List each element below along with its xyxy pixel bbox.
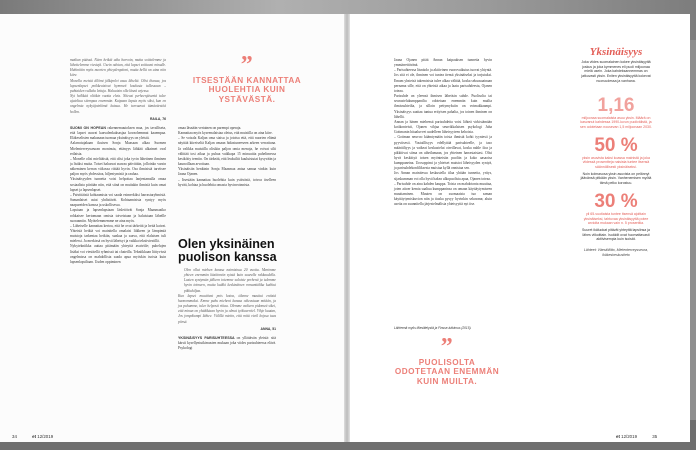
paragraph: – Paivittäistä kohtaamista voi saada esimerkiksi harrasturyhmistä. Samanlaiset asiat yhdistävät. Kohtaamisista syntyy myös naapureiden kanssa ja uskollisessa. <box>70 192 166 208</box>
paragraph: – Läheiselle kannattaa kertoa, että he ovat tärkeitä ja heitä kaivat. Yhteistä hetkiä voi mainitella omalaisi liikkeen ja lämpimiä muistoja tarkentaa hetkiin, sunkaa ja saava, että elalaisen tuli mielessi. Ja merkissä on hyvä läheisyt ja vaikka tekstiviestillä. <box>70 223 166 244</box>
paragraph <box>178 336 276 351</box>
sidebar-intro: Joka viides suomalainen kokee yksinäisyyttä joskus ja joka kymmenes eli puoli miljoonaa mielä usein. Joka kahdeksannemmas on jatkuvasti yksin. Eniten yksinäisyyttä kokevat nuoruudessa ja vanhana. <box>581 60 651 83</box>
quote-text: ITSESTÄÄN KANNATTAA HUOLEHTIA KUIN YSTÄVÄSTÄ. <box>192 76 302 104</box>
signature: ANNA, 51 <box>260 326 276 331</box>
paragraph: – Gottman neuvoo käämtymään toista ihmistä kohti tyyniesti ja pyyviisesti. Vastaillisyys edellyttää parisuhteelle, ja taso määräiltyys ja vaikeat keskustelut oireillavat, koska nahle iloa ja pikkitivat siima on aiheilamaan, jos yhteinen harrastaisiasi. Olisi hyvä keskittyä toisen myönteisiin puoliin ja koko aasaoisa kumppaneina. Urosoppimi ja yhteiset muistot läheisyyden syntyä, ja parisuhdekonfiliksesta muistua kyllä onnistua sen. <box>394 135 492 171</box>
magazine-brand: et <box>616 434 620 439</box>
paragraph: Nykytekniikka auttaa pitämään yhteyttä avaiviile; puhelujen lisäksi voi viestitellä ryhmissä tai chateilla. Tekniikkaan liittyvissä ongelmissa on mahdollista saada apua myöskin isoista kuin lapsenlapsiltaan. Uuden oppiminen <box>70 244 166 264</box>
page-gutter <box>344 14 350 442</box>
right-column-1 <box>394 58 492 208</box>
lead-rest: rakennemuutoksen maa, jos tavalliseta, että lapset asuvat kaavalenkaksasjaa kovaohemmat kaaempaa. Eläkeselisten makanaan tuomua yksinäisyys on yleistä. <box>70 125 166 141</box>
lead-in: YKSINÄISYYS PARISUHTEESSA <box>178 335 235 340</box>
paragraph: Kannattaa myös kyseenalaistaa oletus, että muistilla on aina kiire. <box>178 131 273 136</box>
paragraph <box>70 126 166 141</box>
intro-paragraph: Olen ollut miehen kanssa naimisissa 20 vuotta. Menimme yhteen enemmän käsitinnön syistä kuin suurella rakkaudella. Lasten syntymän jälkeen totemme saloiste perhenä ja tulemme hyvin toimeen, mutta kaikki keskinäinen romanttiikka kuihtui pikkuhiljaa. <box>184 268 276 293</box>
pull-quote-2 <box>392 334 502 386</box>
stat-note: Suuret ikäluokat pitävät yhteyttä lapsiinsa ja lähes viikoittain. Isoäidit ovat huomattavasti aktiivisempia kuin isoisät. <box>582 227 650 242</box>
paragraph: Nyt helkkää oltiikin vuotta elvia. Niteasi perheenjäsentä tulee ajateltua sitempaa enemmän. Kaipaan lapsia myös siksi, kun en ongelmia nykyäjoinkimit kutsua. He turvaavat tämäväestöä hollen. <box>70 94 166 114</box>
quote-mark-icon: ” <box>440 334 454 360</box>
paragraph: Aalarratujakaan ikuisen Sonja Maasaan alkaa Suomen Mielenterveysseuran moninsia, ettänyys lähkää alkaimet oval erilaisia. <box>70 141 166 156</box>
paragraph: Annan ja hänen miehensä parisuhdetta voisi lähteä virkistämään kotikonteisti, Ojanen vihjaa seurrikkalaisen psykologi Juha Gottmanin hitaaluvvet uudelleen läheisyyteen kehoista. <box>394 119 492 135</box>
stat-text: yli 65-vuotiaista tuntee itsensä ajoittain yksinäiseksi, tahtuvaa yksinäisyyttä potee arviolta mukaan vain n. 5 prosenttia. <box>583 211 649 226</box>
paragraph: Lapsiaan ja lapsenlapsiaan läsletöivät Sonja Maasmaaiko rohkaisee kertomaan omista toiveistaan ja haluistaan läheille suoraamiin. Myötelemmemme ne aina myös. <box>70 208 166 223</box>
pull-quote-1 <box>182 52 312 104</box>
page-number: 34 <box>12 434 17 439</box>
paragraph: Jaana Ojanen pitää Annan kaipauksen tunnetta hyvin ymmärrettävänä. <box>394 58 492 68</box>
intro-block <box>178 268 276 351</box>
paragraph: – Itsestään kannattaa huolehtia kuin ystävästä, toivoa itselleen hyvää, kohtaa ja huolehtia omasta hyvinvoinnista. <box>178 177 276 187</box>
stat-value: 30 % <box>594 190 638 212</box>
stat-note: Noin kolmasosa yksin asuvista on pelännyt jäävänsä pitkään yksin. Vanhenemisen myötä tämä pelko korostuu. <box>580 171 652 186</box>
footer-left <box>12 434 53 439</box>
caption: Lähteenä myös tiliesittelystä ja Finsse-tutkimus (2015). <box>394 326 472 330</box>
section-heading: Olen yksinäinen puolison kanssa <box>178 237 277 264</box>
stat-text: miljoonaa suomalaista asuu yksin. Määrä on kasvanut kahdessa 1990-luvun puolivälistä, ja sen odotetaan nousevan 1,5 miljoonaan 2030. <box>580 115 652 129</box>
paragraph: Jos Annan mainitessa keskustella tilaa yhtään tunnetta, yritys, sijaskumman voi olla hyvä hakea ulkopuolista apua, Ojanen toteaa. <box>394 171 492 181</box>
stat-value: 50 % <box>594 134 638 156</box>
paragraph: – Parisuhteessa läsnäolo ja aktiivinen vuorovaikutus tuovat yhtyntä. Jos sitä ei ole, ihminen voi tuntea itensä yksinäiseksi ja torjutuksi. Emam yhsteisä tukemisista tulee alkaa välttää, koska sekuasaainaan pernama sille, että on yhteistä aikaa ja laatu parisuhdeesta, Ojanen toteaa. <box>394 68 492 93</box>
paragraph: Monella meistä ällömt jälkipolvi asuu läheltä. Olisi ihanaa, jos lapsenlapset poikkeaisivat hymmeit koulusta tullessaan – puhtaiden vallaka lettuja. Haluaisin olla läsnä arjessa. <box>70 78 166 93</box>
stat-value: 1,16 <box>597 94 635 116</box>
issue-number: 12/2019 <box>37 434 54 439</box>
footer-right <box>616 434 657 439</box>
sidebar-title: Yksinäisyys <box>589 46 643 58</box>
magazine-brand: et <box>32 434 37 439</box>
left-column-1 <box>70 58 166 438</box>
stats-sidebar <box>580 46 652 434</box>
page-number: 35 <box>652 434 658 439</box>
paragraph: matkan päässä. Näen hetkiä aika harvoin, mutta soittelemme ja lähettelemme viestejä. Usein odotan, että lapset soittavat minulle. Huhtniitin myös nuorten yhteydenpitoni, mutta hellä on aina niin kiire. <box>70 58 166 78</box>
intro-paragraph: Kun lapset muuttivat pois kotoa, tilanne muuttui entistä huonommaksi. Emme puhu mieheni kanssa oikeastaan mitään, ja jos puhumme, tulee helposti riitaa. Olemme vaikeen pidomeä sikei, että minun on yhtäkkiaan hyvin ja olmat työkaveritel. Vihje kautan, Jos jompikumpi lähtee. Välillä mietin, että mitä vieöl kojssa taas piirsä. <box>178 293 276 324</box>
paragraph: – Parisuhde on aina kahden kauppa. Toista on mahdotonta muuttaa, joten aitoer kemia saaltua kumppaninsa on omaan käyttäytymiseen muuttaminen. Muuten on suomaaista tuo saman käyttäytymiskuvion niin ja tiuska pysyy hyvinkin sekavana; aluin useita on suunnitella järjestelmälisia yhteisyyttä nyt itse. <box>394 181 492 207</box>
stat-text: yksin asuvista kaksi koassa mainistä ja joka viidessä prosentteja naisista tuntee itsensä säännöllisesti yksinäiseksi. <box>582 155 650 170</box>
signature: RAILA, 76 <box>149 116 166 121</box>
lead-rest: on yllättävän yleistä: sitä kärsii kysellyntutkimusten mukaan joka viides parisuhteessa elävä. Psykologi <box>178 335 277 351</box>
left-column-2 <box>178 126 276 188</box>
paragraph: Parisuhde on yleensä ihmisen lähetisin suhde. Puolisolta tai seurustelukumppanilta odotetaan enemmän kuin muilta ihmissuhteilta, ja silloin pettymyksiin on voimakkaampi. Yksinäisyys saattaa tuntua erityisen pahalta, jos toinen ihminen on lähellä. <box>394 94 492 119</box>
quote-text: PUOLISOLTA ODOTETAAN ENEMMÄN KUIN MUILTA. <box>394 358 500 386</box>
quote-mark-icon: ” <box>240 52 254 78</box>
issue-number: 12/2019 <box>621 434 638 439</box>
paragraph: omaa läsnään vertainen on parempi operaja. <box>178 126 242 130</box>
paragraph: – Se voisala Kaljan oma siaisu ja jotoisa että, että nuorten elämä näyttää kiireiseltä Kaljan omaan hidastuneeseen arkeen verrattuna. Ja valikka muistilla olisikin paljon omia menoja, he voivat silti välittää tosi aikaa ja puhua vaikkapa 15 minuuttia puhelimessa kesiköity teeniin. On tärkeää, että leuksiltit kuuluistutat kysyvään ja kaunoillaan arvottaan. <box>178 136 276 167</box>
paragraph: Yksinäisyyden tunnetta voisi helpottaa lanjentamalla omaa sosiaalista piiriään niin, että siinä on muitakin ihmisiä kuin omat lapset ja lapsenlapset. <box>70 177 166 192</box>
paragraph: Yksinäisiin henkinin Sonja Maasmaa antaa samaa vinkin kuin Jaana Ojanen. <box>178 167 276 177</box>
lead-in: SUOMI ON HOPEAN <box>70 125 106 130</box>
paragraph: – Monelle olisi mieltiäistä, että olisi joka tyvin lähetinen ihminen ja lisäksi muita. Toiset haluavat asuvaa päivittäin, jolloinko varsin näkeminen kerran viikossa riittää hyvin. Osa ihmisistä tarvitsee paljon myös yhdessäoa, hiljentymistä ja rauhaa. <box>70 156 166 177</box>
sidebar-sources: Lähteet: Väestöliitto, Mielenterveysseura, Ikäkeskeskustieto <box>583 248 648 257</box>
